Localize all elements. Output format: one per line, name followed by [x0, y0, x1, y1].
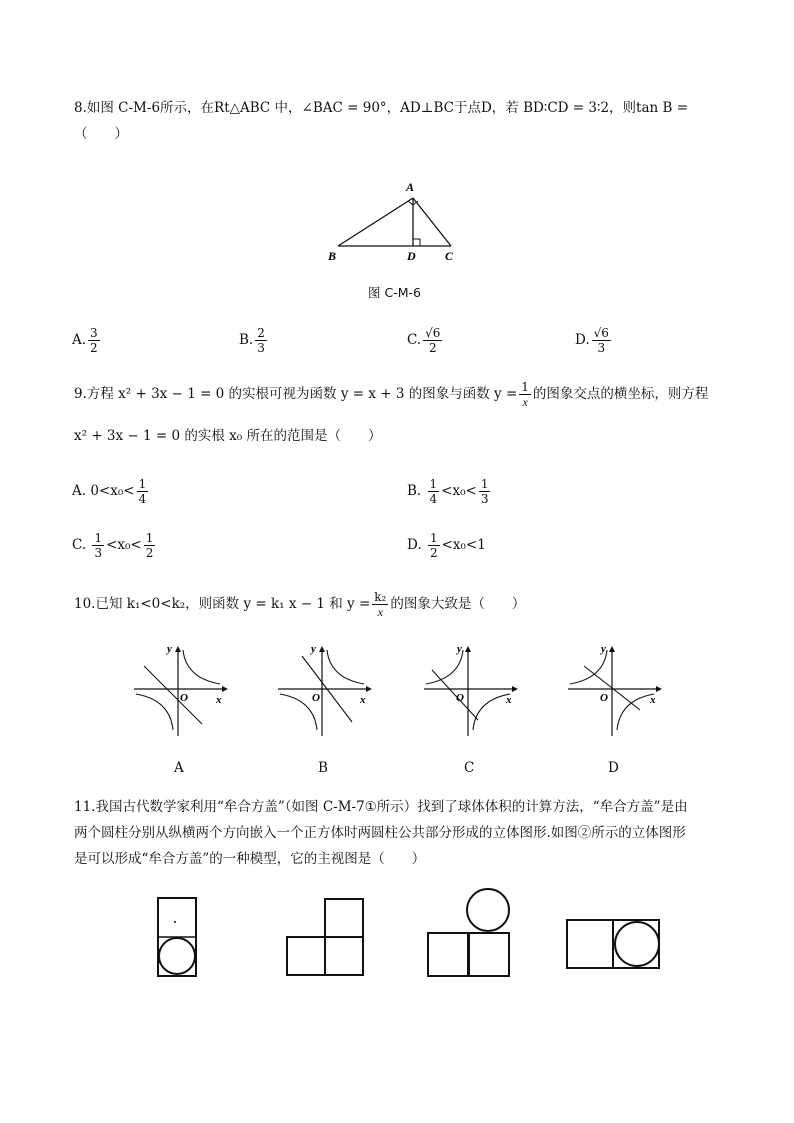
right-angle-d: [413, 239, 420, 246]
q8-stem: 8.如图 C-M-6所示，在Rt△ABC 中，∠BAC = 90°，AD⊥BC于点D，若 BD∶CD = 3∶2，则tan B =: [74, 100, 689, 116]
curve-q2: [570, 650, 607, 684]
svg-text:O: O: [600, 692, 608, 704]
svg-text:O: O: [456, 692, 464, 704]
label-d: D: [407, 249, 416, 263]
q9-option-c[interactable]: C. $\frac{1}{3}$ <x₀< $\frac{1}{2}$: [72, 531, 154, 560]
q10-stem: 10.已知 k₁<0<k₂，则函数 y = k₁ x − 1 和 y = $\frac{\text{k₂}}{x}$ 的图象大致是（ ）: [74, 590, 526, 619]
view-option-4[interactable]: [564, 916, 664, 972]
svg-text:O: O: [180, 692, 188, 704]
line: [432, 670, 478, 720]
label-c: C: [445, 249, 454, 263]
curve-q1: [327, 650, 364, 684]
q8-option-b[interactable]: B. $\frac{2}{3}$: [239, 326, 265, 355]
svg-text:x: x: [650, 694, 656, 706]
graph-a[interactable]: [128, 640, 233, 740]
q11-line1: 11.我国古代数学家利用“牟合方盖”（如图 C-M-7①所示）找到了球体体积的计算方法，“牟合方盖”是由: [74, 799, 688, 815]
q11-line3: 是可以形成“牟合方盖”的一种模型，它的主视图是（ ）: [74, 851, 426, 867]
side-ab: [338, 198, 413, 246]
svg-text:y: y: [311, 643, 316, 655]
q8-blank: （ ）: [74, 126, 128, 142]
svg-text:x: x: [506, 694, 512, 706]
curve-q3: [136, 694, 173, 730]
q8-option-c[interactable]: C. $\frac{√6}{2}$: [407, 326, 441, 355]
graph-d[interactable]: [562, 640, 667, 740]
svg-text:x: x: [360, 694, 366, 706]
svg-text:O: O: [312, 692, 320, 704]
graph-b-label: B: [318, 760, 328, 776]
curve-q4: [473, 694, 510, 730]
q9-option-a[interactable]: A. 0<x₀< $\frac{1}{4}$: [72, 477, 147, 506]
curve-q4: [617, 694, 654, 730]
graph-b[interactable]: [272, 640, 377, 740]
view-option-2[interactable]: [283, 895, 368, 980]
view-option-1[interactable]: [155, 895, 200, 980]
svg-text:y: y: [167, 643, 172, 655]
q11-line2: 两个圆柱分别从纵横两个方向嵌入一个正方体时两圆柱公共部分形成的立体图形.如图②所示的立体图形: [74, 825, 686, 841]
triangle-figure: [320, 176, 470, 268]
q9-option-b[interactable]: B. $\frac{1}{4}$ <x₀< $\frac{1}{3}$: [407, 477, 489, 506]
graph-c[interactable]: [418, 640, 528, 740]
q9-option-d[interactable]: D. $\frac{1}{2}$ <x₀<1: [407, 531, 486, 560]
q8-option-d[interactable]: D. $\frac{√6}{3}$: [575, 326, 609, 355]
curve-q1: [183, 650, 220, 684]
line: [144, 666, 202, 724]
curve-q2: [426, 650, 463, 684]
label-b: B: [328, 249, 337, 263]
svg-text:y: y: [457, 643, 462, 655]
q9-line2: x² + 3x − 1 = 0 的实根 x₀ 所在的范围是（ ）: [74, 428, 382, 444]
q9-line1: 9.方程 x² + 3x − 1 = 0 的实根可视为函数 y = x + 3 的图象与函数 y = $\frac{1}{x}$ 的图象交点的横坐标，则方程: [74, 380, 709, 409]
svg-text:x: x: [216, 694, 222, 706]
figure-caption: 图 C-M-6: [368, 285, 421, 300]
graph-a-label: A: [174, 760, 184, 776]
q8-option-a[interactable]: A. $\frac{3}{2}$: [72, 326, 98, 355]
graph-d-label: D: [608, 760, 619, 776]
label-a: A: [406, 180, 415, 194]
view-option-3[interactable]: [424, 885, 514, 980]
svg-text:y: y: [601, 643, 606, 655]
graph-c-label: C: [464, 760, 475, 776]
